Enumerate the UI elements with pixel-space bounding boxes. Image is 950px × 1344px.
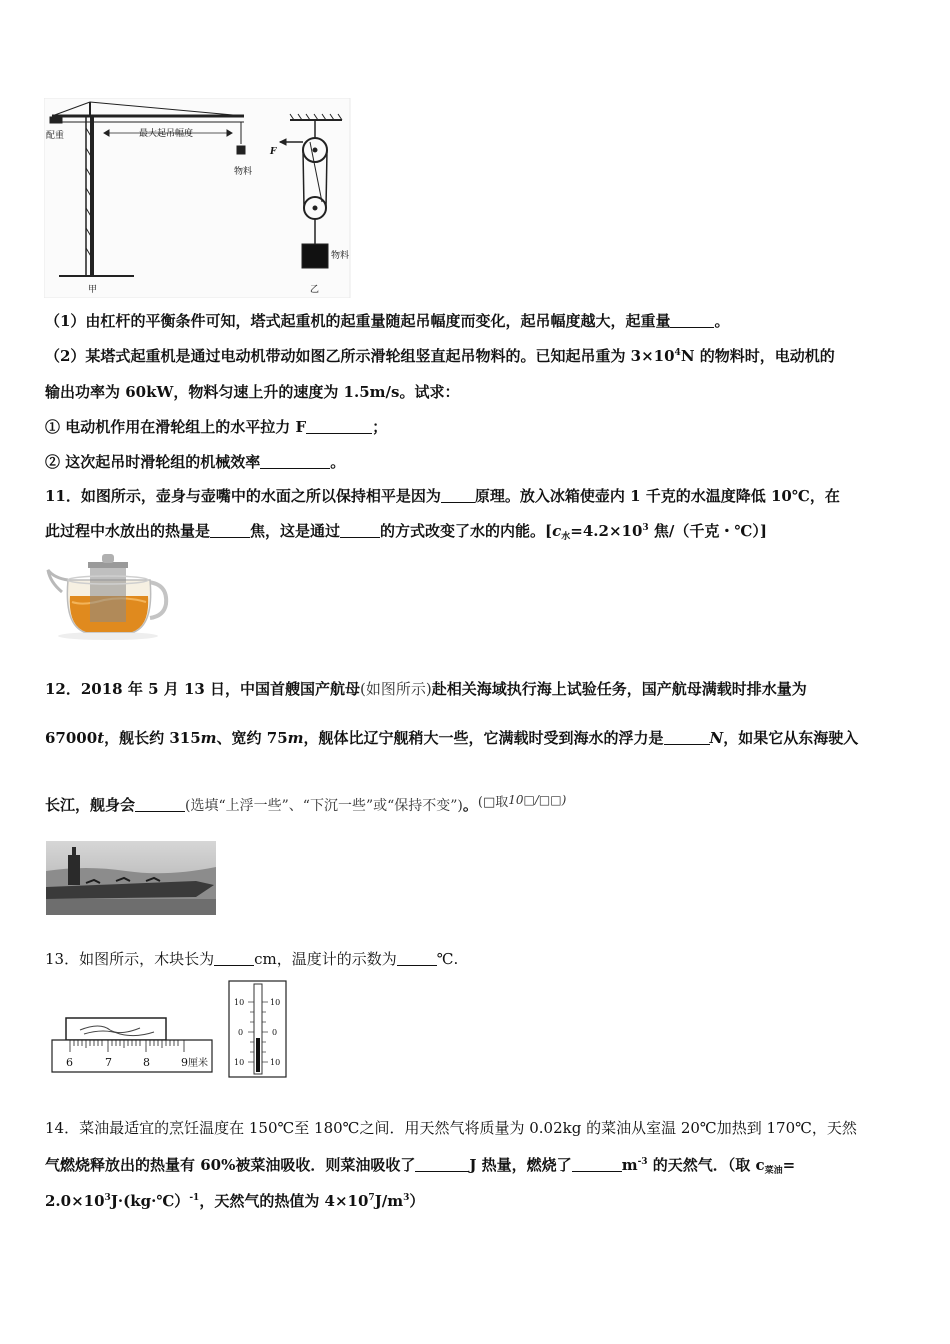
q14-line2: 气燃烧释放出的热量有 60%被菜油吸收．则菜油吸收了 J 热量，燃烧了 $m^{-3}$ 的天然气．（取 $c_{菜油}=$ xyxy=(45,1156,796,1176)
q10-sub2: ② 这次起吊时滑轮组的机械效率 。 xyxy=(45,453,346,471)
answer-blank[interactable] xyxy=(260,454,330,469)
thermo-left-label: 10 xyxy=(234,998,245,1007)
q12-line3: 长江，舰身会 (选填“上浮一些”、“下沉一些”或“保持不变”)。(□取10□/□□) xyxy=(45,793,567,814)
pulley-material-label: 物料 xyxy=(331,251,350,261)
crane-pulley-figure xyxy=(44,98,354,298)
q10-sub1: ① 电动机作用在滑轮组上的水平拉力 F ； xyxy=(45,418,388,436)
answer-blank[interactable] xyxy=(441,488,475,503)
q11-line1: 11．如图所示，壶身与壶嘴中的水面之所以保持相平是因为 原理。放入冰箱使壶内 1 千克的水温度降低 10℃，在 xyxy=(45,487,840,505)
thermo-left-label: 0 xyxy=(238,1028,244,1037)
ruler-tick-label: 9 xyxy=(181,1056,188,1069)
ruler-unit-label: 厘米 xyxy=(188,1058,208,1069)
thermo-left-label: 10 xyxy=(234,1058,245,1067)
wood-block xyxy=(66,1018,166,1040)
answer-blank[interactable] xyxy=(340,523,380,538)
ruler-tick-label: 6 xyxy=(66,1056,73,1069)
figure-caption-jia: 甲 xyxy=(88,285,98,295)
q10-part1: （1）由杠杆的平衡条件可知，塔式起重机的起重量随起吊幅度而变化，起吊幅度越大，起重量 。 xyxy=(45,312,730,330)
answer-blank[interactable] xyxy=(664,730,710,745)
answer-blank[interactable] xyxy=(135,797,185,812)
q12-line2: 67000t，舰长约 315m、宽约 75m，舰体比辽宁舰稍大一些，它满载时受到海水的浮力是 N，如果它从东海驶入 xyxy=(45,729,859,747)
ruler-tick-label: 7 xyxy=(105,1056,112,1069)
answer-blank[interactable] xyxy=(415,1157,469,1172)
answer-blank[interactable] xyxy=(214,951,254,966)
ruler-block-figure xyxy=(50,1016,216,1076)
q10-part2-line1: （2）某塔式起重机是通过电动机带动如图乙所示滑轮组竖直起吊物料的。已知起吊重为 $3\times 10^4N$ 的物料时，电动机的 xyxy=(45,347,835,365)
counterweight-label: 配重 xyxy=(46,131,65,141)
q10-part2-line2: 输出功率为 60kW，物料匀速上升的速度为 1.5m/s。试求： xyxy=(45,383,460,401)
answer-blank[interactable] xyxy=(572,1157,622,1172)
max-radius-label: 最大起吊幅度 xyxy=(139,129,194,139)
force-label: F xyxy=(270,147,277,157)
q11-line2: 此过程中水放出的热量是 焦，这是通过 的方式改变了水的内能。[$c_水=4.2\times 10^3$ 焦/（千克・℃）] xyxy=(45,522,767,542)
ruler-tick-label: 8 xyxy=(143,1056,150,1069)
answer-blank[interactable] xyxy=(397,951,437,966)
thermo-right-label: 0 xyxy=(272,1028,278,1037)
thermometer-figure xyxy=(228,980,288,1080)
infuser-basket xyxy=(90,566,126,622)
answer-blank[interactable] xyxy=(670,313,714,328)
aircraft-carrier-image xyxy=(46,841,216,915)
teapot-image xyxy=(44,552,172,640)
q13-text: 13．如图所示，木块长为 cm，温度计的示数为 ℃. xyxy=(45,950,459,968)
figure-caption-yi: 乙 xyxy=(310,285,320,295)
q12-line1: 12．2018 年 5 月 13 日，中国首艘国产航母(如图所示)赴相关海域执行海上试验任务，国产航母满载时排水量为 xyxy=(45,680,807,698)
thermo-right-label: 10 xyxy=(270,998,281,1007)
answer-blank[interactable] xyxy=(306,419,372,434)
crane-material-label: 物料 xyxy=(234,167,253,177)
q14-line1: 14．菜油最适宜的烹饪温度在 150℃至 180℃之间．用天然气将质量为 0.02kg 的菜油从室温 20℃加热到 170℃，天然 xyxy=(45,1119,857,1137)
thermo-right-label: 10 xyxy=(270,1058,281,1067)
carrier-island xyxy=(68,855,80,885)
thermometer-liquid xyxy=(256,1038,260,1072)
answer-blank[interactable] xyxy=(210,523,250,538)
q14-line3: $2.0\times 10^3J\cdot(kg\cdot℃)^{-1}$，天然气的热值为 $4\times 10^7J/m^3$） xyxy=(45,1192,425,1210)
